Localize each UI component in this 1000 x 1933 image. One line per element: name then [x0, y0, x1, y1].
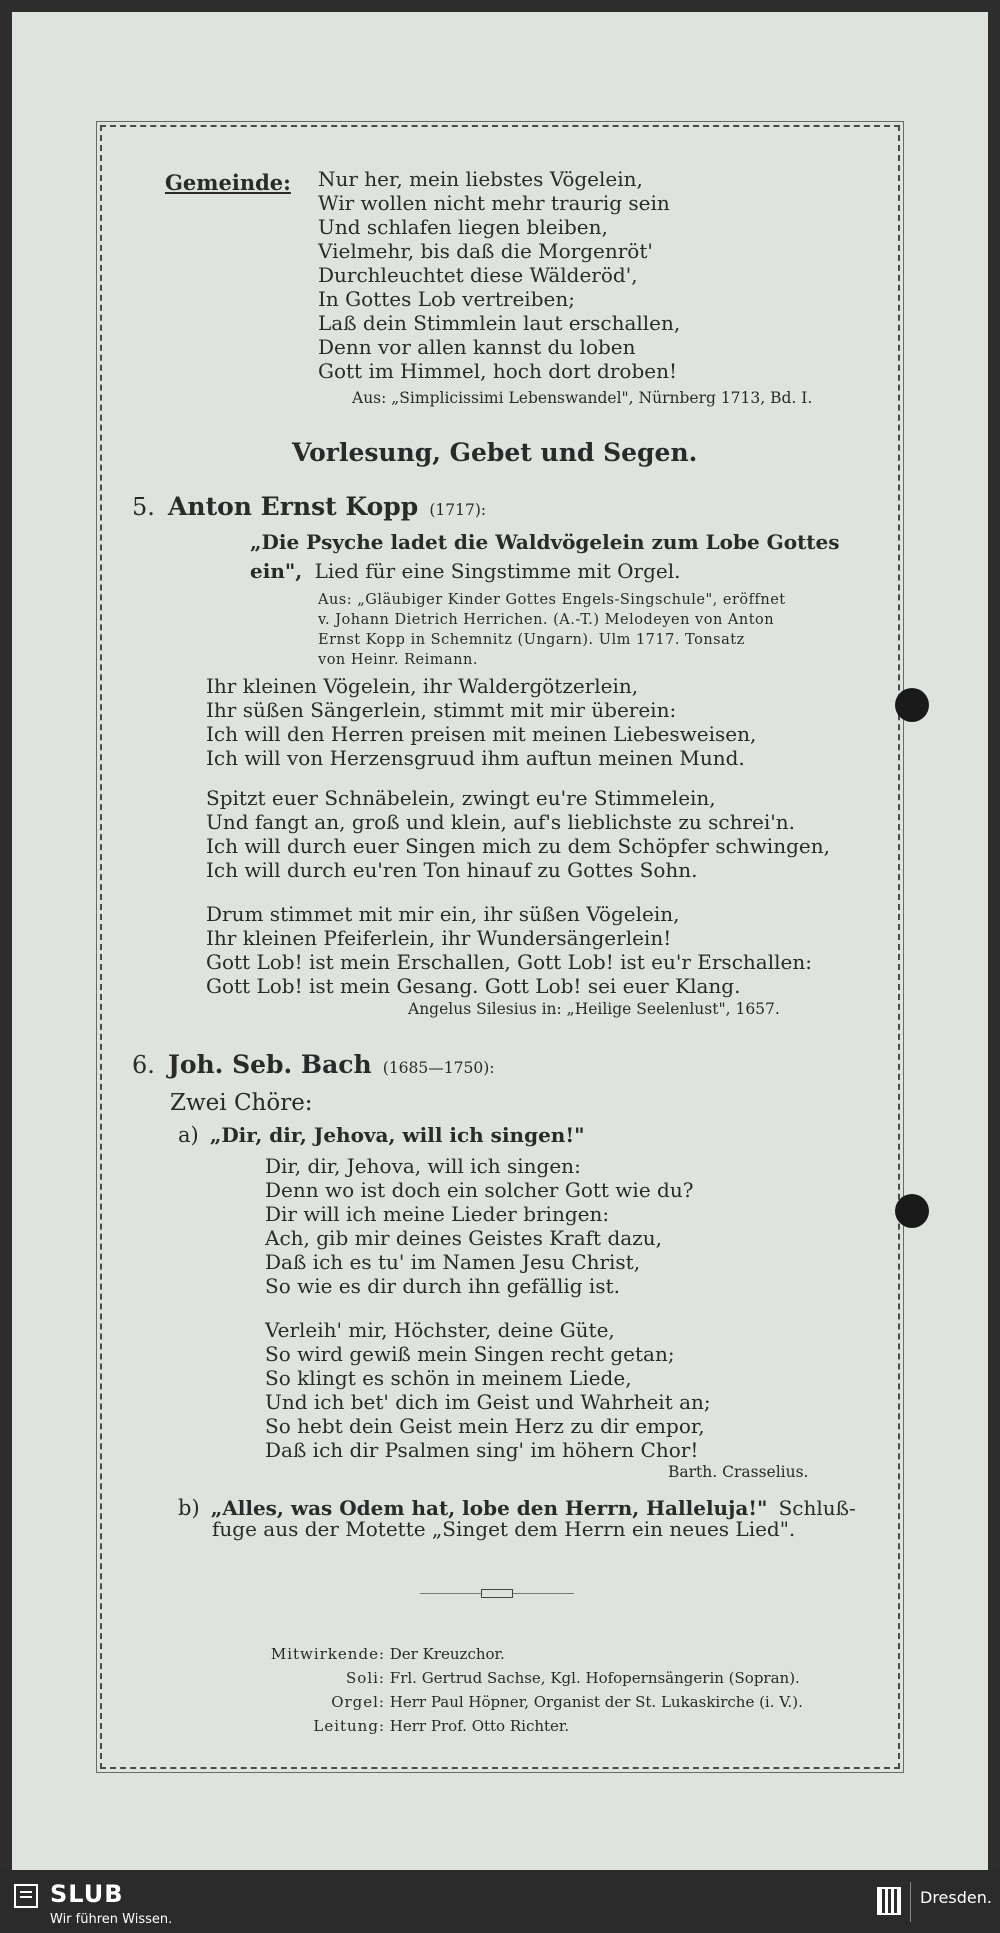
section-heading: Vorlesung, Gebet und Segen. [292, 438, 698, 467]
gemeinde-source: Aus: „Simplicissimi Lebenswandel", Nürnberg 1713, Bd. I. [352, 389, 813, 407]
credit-value: Herr Prof. Otto Richter. [389, 1717, 570, 1735]
verse-line: Dir, dir, Jehova, will ich singen: [265, 1154, 581, 1178]
verse-line: So wie es dir durch ihn gefällig ist. [265, 1274, 620, 1298]
slub-logo-icon[interactable] [14, 1884, 38, 1908]
gemeinde-verse [318, 167, 680, 383]
verse-line: So wird gewiß mein Singen recht getan; [265, 1342, 675, 1366]
verse-line: Spitzt euer Schnäbelein, zwingt eu're Stimmelein, [206, 786, 716, 810]
item6b-description: Schluß- [778, 1496, 856, 1520]
list-marker: a) [178, 1123, 199, 1147]
item6a-title-row [178, 1123, 585, 1147]
verse-line: Ich will durch eu'ren Ton hinauf zu Gottes Sohn. [206, 858, 698, 882]
verse-line: Daß ich dir Psalmen sing' im höhern Chor! [265, 1438, 699, 1462]
item5-stanza-3 [206, 902, 812, 998]
item5-title-end: ein", [250, 559, 303, 583]
verse-line: Ihr süßen Sängerlein, stimmt mit mir überein: [206, 698, 677, 722]
verse-line: Ich will durch euer Singen mich zu dem Schöpfer schwingen, [206, 834, 830, 858]
verse-line: Ach, gib mir deines Geistes Kraft dazu, [265, 1226, 662, 1250]
verse-line: Und schlafen liegen bleiben, [318, 215, 608, 239]
verse-line: So klingt es schön in meinem Liede, [265, 1366, 632, 1390]
source-line: Ernst Kopp in Schemnitz (Ungarn). Ulm 1717. Tonsatz [318, 632, 745, 648]
credit-value: Herr Paul Höpner, Organist der St. Lukaskirche (i. V.). [389, 1693, 803, 1711]
verse-line: Vielmehr, bis daß die Morgenröt' [318, 239, 653, 263]
slub-footer-bar [0, 1870, 1000, 1933]
credit-value: Frl. Gertrud Sachse, Kgl. Hofopernsängerin (Sopran). [389, 1669, 800, 1687]
verse-line: Dir will ich meine Lieder bringen: [265, 1202, 610, 1226]
source-line: von Heinr. Reimann. [318, 652, 478, 668]
verse-line: Ihr kleinen Pfeiferlein, ihr Wundersängerlein! [206, 926, 672, 950]
item-number: 6. [132, 1051, 155, 1079]
footer-tagline: Wir führen Wissen. [50, 1912, 173, 1927]
item5-source [318, 590, 786, 670]
credit-row [200, 1666, 803, 1690]
item5-description: Lied für eine Singstimme mit Orgel. [314, 559, 681, 583]
credit-label: Leitung: [313, 1717, 385, 1735]
composer-years: (1717): [429, 501, 487, 519]
credit-value: Der Kreuzchor. [389, 1645, 505, 1663]
credit-label: Mitwirkende: [270, 1645, 385, 1663]
credit-row [200, 1642, 803, 1666]
verse-line: Wir wollen nicht mehr traurig sein [318, 191, 670, 215]
item5-title-cont [250, 559, 681, 583]
verse-line: Drum stimmet mit mir ein, ihr süßen Vögelein, [206, 902, 680, 926]
footer-brand[interactable]: SLUB [50, 1880, 124, 1908]
footer-city[interactable]: Dresden. [920, 1888, 992, 1907]
verse-line: Und ich bet' dich im Geist und Wahrheit an; [265, 1390, 711, 1414]
composer-name: Joh. Seb. Bach [168, 1050, 372, 1079]
item5-stanza-1 [206, 674, 756, 770]
punch-hole-top [895, 688, 929, 722]
verse-line: Ihr kleinen Vögelein, ihr Waldergötzerlein, [206, 674, 639, 698]
performers-credits [200, 1642, 803, 1738]
item5-header [132, 492, 486, 521]
verse-line: Gott Lob! ist mein Erschallen, Gott Lob! ist eu'r Erschallen: [206, 950, 812, 974]
item5-stanza-2 [206, 786, 830, 882]
footer-divider [910, 1882, 911, 1922]
verse-line: Daß ich es tu' im Namen Jesu Christ, [265, 1250, 641, 1274]
item6-header [132, 1050, 494, 1079]
gemeinde-label: Gemeinde: [165, 170, 291, 195]
item6b-title: „Alles, was Odem hat, lobe den Herrn, Halleluja!" [210, 1496, 768, 1520]
verse-line: Laß dein Stimmlein laut erschallen, [318, 311, 681, 335]
verse-line: Gott Lob! ist mein Gesang. Gott Lob! sei euer Klang. [206, 974, 741, 998]
source-line: v. Johann Dietrich Herrichen. (A.-T.) Melodeyen von Anton [318, 612, 775, 628]
verse-line: Nur her, mein liebstes Vögelein, [318, 167, 643, 191]
verse-line: In Gottes Lob vertreiben; [318, 287, 575, 311]
verse-line: Und fangt an, groß und klein, auf's lieblichste zu schrei'n. [206, 810, 795, 834]
item5-attribution: Angelus Silesius in: „Heilige Seelenlust", 1657. [408, 1000, 780, 1018]
source-line: Aus: „Gläubiger Kinder Gottes Engels-Singschule", eröffnet [318, 592, 786, 608]
dresden-crest-icon[interactable] [877, 1887, 901, 1915]
item5-title: „Die Psyche ladet die Waldvögelein zum Lobe Gottes [250, 530, 840, 554]
verse-line: Denn vor allen kannst du loben [318, 335, 636, 359]
item6-subtitle: Zwei Chöre: [170, 1090, 313, 1116]
ornament-divider [420, 1589, 574, 1599]
verse-line: Denn wo ist doch ein solcher Gott wie du? [265, 1178, 694, 1202]
verse-line: So hebt dein Geist mein Herz zu dir empor, [265, 1414, 705, 1438]
list-marker: b) [178, 1496, 200, 1520]
item6a-attribution: Barth. Crasselius. [668, 1463, 809, 1481]
verse-line: Verleih' mir, Höchster, deine Güte, [265, 1318, 615, 1342]
composer-years: (1685—1750): [382, 1059, 495, 1077]
item6a-stanza-2 [265, 1318, 711, 1462]
credit-row [200, 1690, 803, 1714]
item-number: 5. [132, 493, 155, 521]
verse-line: Gott im Himmel, hoch dort droben! [318, 359, 678, 383]
punch-hole-bottom [895, 1194, 929, 1228]
credit-label: Soli: [346, 1669, 385, 1687]
item6a-title: „Dir, dir, Jehova, will ich singen!" [209, 1123, 585, 1147]
composer-name: Anton Ernst Kopp [168, 492, 419, 521]
verse-line: Ich will von Herzensgruud ihm auftun meinen Mund. [206, 746, 745, 770]
item6a-stanza-1 [265, 1154, 693, 1298]
verse-line: Ich will den Herren preisen mit meinen Liebesweisen, [206, 722, 757, 746]
item6b-description-cont: fuge aus der Motette „Singet dem Herrn ein neues Lied". [212, 1517, 796, 1541]
credit-row [200, 1714, 803, 1738]
credit-label: Orgel: [331, 1693, 385, 1711]
verse-line: Durchleuchtet diese Wälderöd', [318, 263, 638, 287]
